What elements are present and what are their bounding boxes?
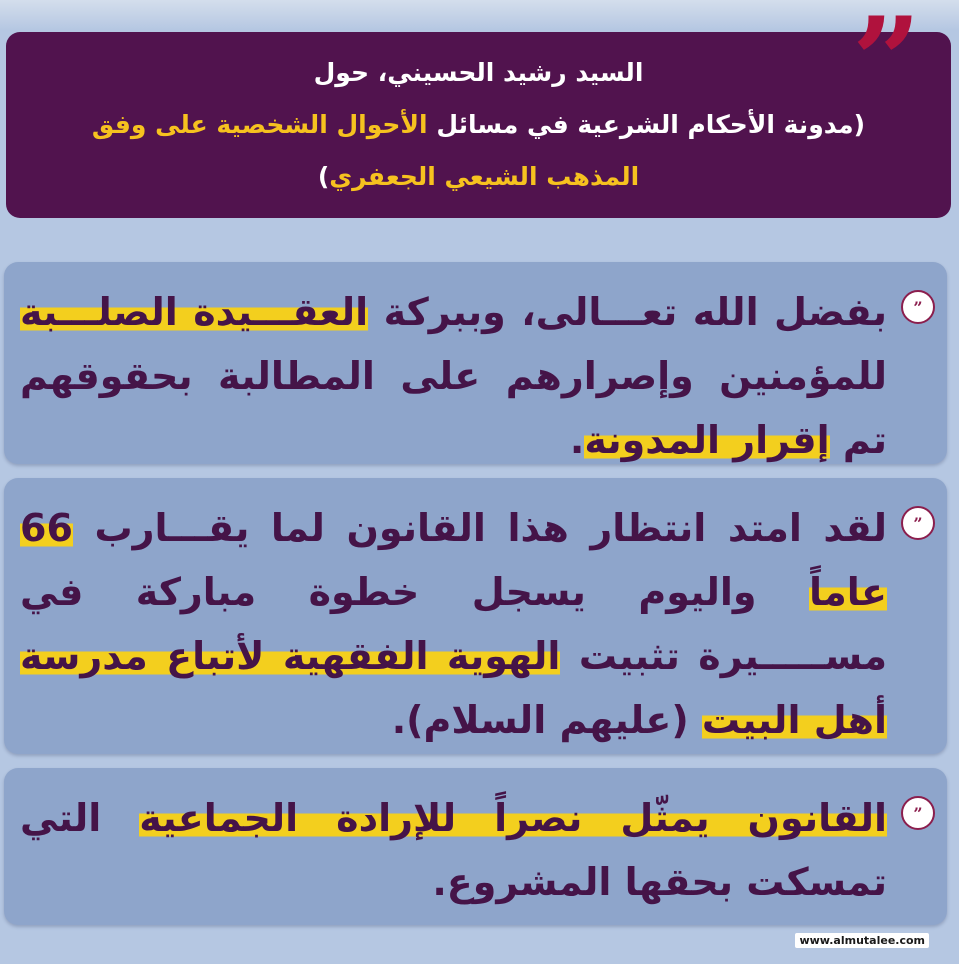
header-speaker: السيد رشيد الحسيني، حول [313, 58, 644, 87]
quote-bullet-icon: ” [901, 796, 935, 830]
header-title-accent-2: المذهب الشيعي الجعفري [329, 162, 640, 191]
statement-1-highlight-1: العقـــيدة الصلـــبة [20, 290, 369, 334]
statement-1-part-1: بفضل الله تعـــالى، وببركة [368, 290, 887, 334]
statement-1-part-2: للمؤمنين وإصرارهم على المطالبة بحقوقهم تم [20, 354, 887, 462]
header-title-start: (مدونة الأحكام الشرعية في مسائل [427, 110, 866, 139]
header-line-1 [314, 47, 644, 99]
top-banner-texture [0, 0, 959, 30]
statement-1-part-3: . [569, 418, 585, 462]
quote-mark-icon: ” [851, 0, 911, 132]
statement-card-1 [4, 262, 947, 464]
statement-card-2 [4, 478, 947, 754]
statement-2-part-2: واليوم يسجل خطوة مباركة في مســـــيرة تثبيت [20, 570, 887, 678]
header-title-accent-1: الأحوال الشخصية على وفق [91, 110, 428, 139]
header-title-close: ) [317, 162, 330, 191]
statement-3-part-1: التي تمسكت بحقها المشروع. [20, 796, 887, 904]
quote-bullet-icon: ” [901, 506, 935, 540]
statement-text-1 [20, 280, 887, 472]
statement-2-highlight-2: الهوية الفقهية لأتباع مدرسة أهل البيت [20, 634, 887, 742]
website-watermark: www.almutalee.com [795, 933, 929, 948]
header-line-3 [318, 151, 639, 203]
header-line-2 [92, 99, 865, 151]
quote-bullet-icon: ” [901, 290, 935, 324]
statement-2-part-3: (عليهم السلام). [391, 698, 702, 742]
statement-text-3 [20, 786, 887, 914]
statement-3-highlight-1: القانون يمثّل نصراً للإرادة الجماعية [139, 796, 887, 840]
statement-2-highlight-1: 66 عاماً [20, 506, 887, 614]
header-banner [6, 32, 951, 218]
statement-card-3 [4, 768, 947, 925]
statement-1-highlight-2: إقرار المدونة [584, 418, 830, 462]
statement-text-2 [20, 496, 887, 752]
statement-2-part-1: لقد امتد انتظار هذا القانون لما يقـــارب [72, 506, 887, 550]
